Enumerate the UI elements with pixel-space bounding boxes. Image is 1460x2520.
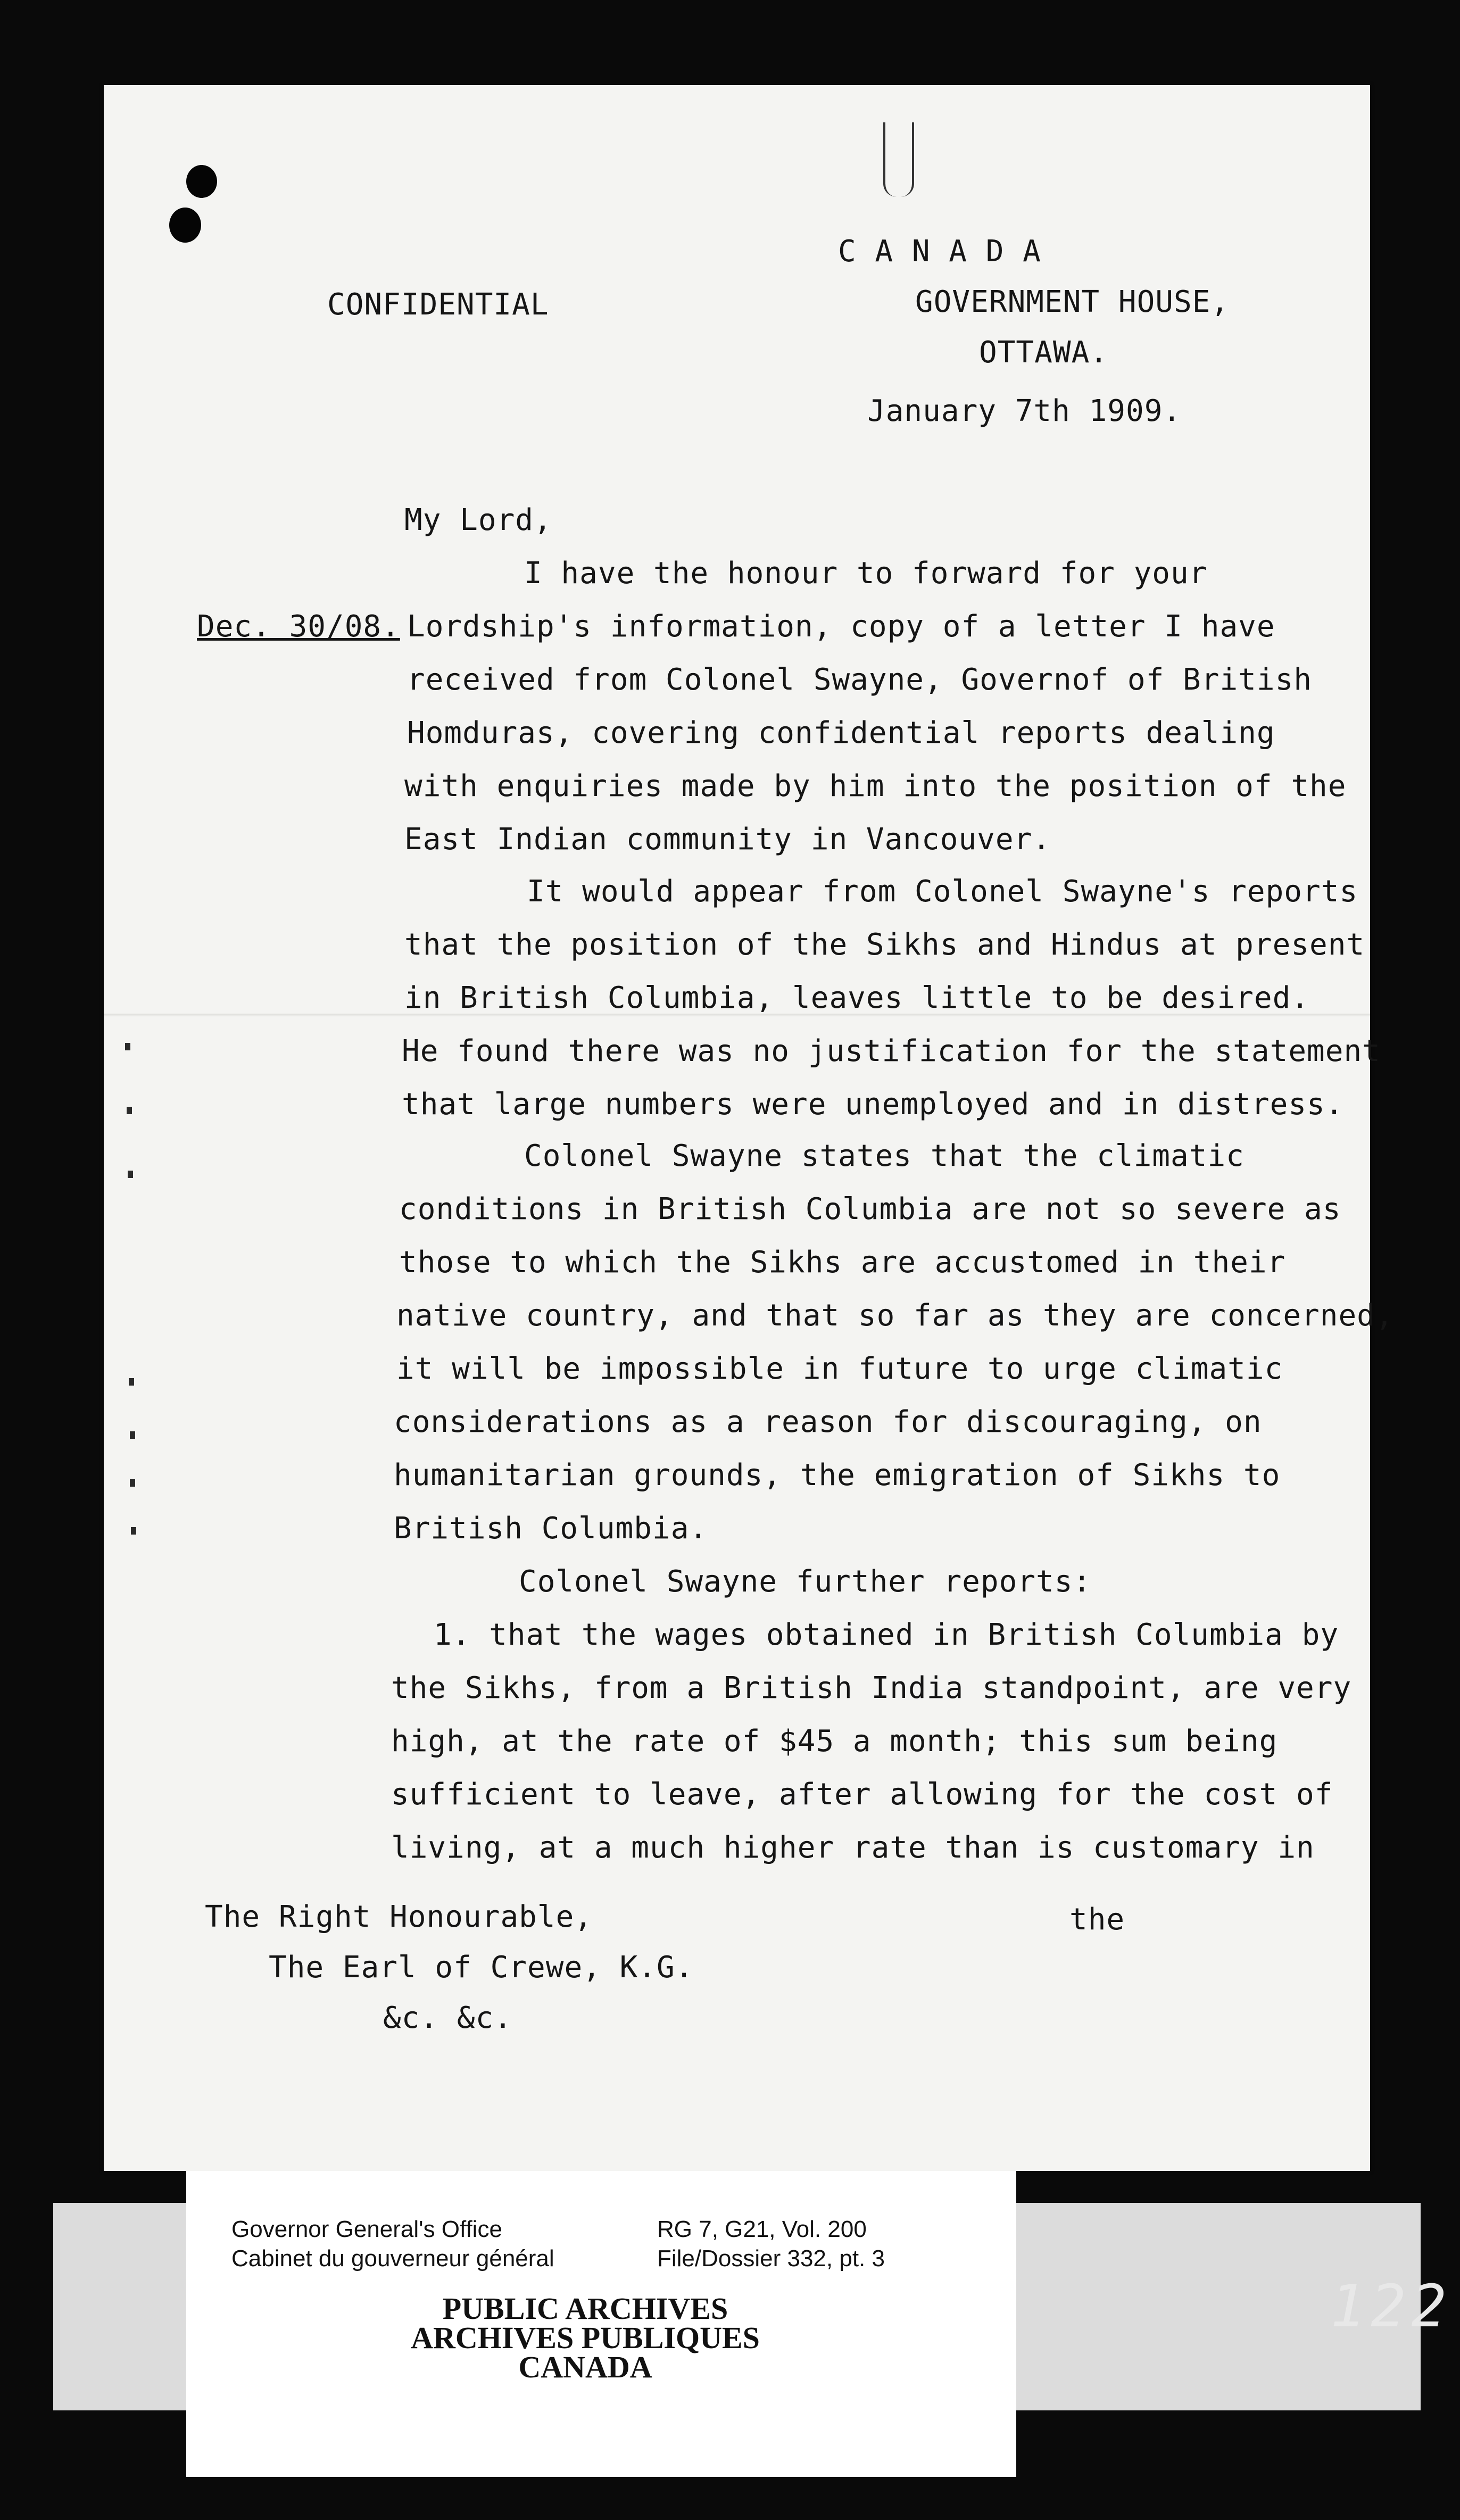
- body-line: humanitarian grounds, the emigration of Sikhs to: [394, 1458, 1281, 1493]
- archive-dept-en: Governor General's Office: [231, 2216, 502, 2242]
- body-line: received from Colonel Swayne, Governof of British: [407, 662, 1313, 697]
- letter-date: January 7th 1909.: [867, 394, 1182, 428]
- body-line: high, at the rate of $45 a month; this sum being: [391, 1724, 1278, 1759]
- body-line: the Sikhs, from a British India standpoint, are very: [391, 1671, 1352, 1705]
- classification-label: CONFIDENTIAL: [327, 287, 549, 322]
- body-line: considerations as a reason for discouraging, on: [394, 1405, 1262, 1439]
- frame-number: 122: [1330, 2272, 1452, 2340]
- body-line: those to which the Sikhs are accustomed in their: [399, 1245, 1286, 1280]
- body-line: that large numbers were unemployed and in distress.: [402, 1087, 1344, 1122]
- catchword: the: [1069, 1902, 1125, 1937]
- body-line: Homduras, covering confidential reports dealing: [407, 716, 1275, 750]
- margin-mark: [129, 1378, 134, 1386]
- body-line: East Indian community in Vancouver.: [404, 822, 1051, 857]
- margin-mark: [128, 1171, 133, 1178]
- body-line: that the position of the Sikhs and Hindus at present: [404, 927, 1365, 962]
- archive-title-1: PUBLIC ARCHIVES: [442, 2291, 728, 2326]
- body-line: conditions in British Columbia are not so severe as: [399, 1192, 1341, 1226]
- body-line: native country, and that so far as they are concerned,: [396, 1298, 1394, 1333]
- margin-reference: Dec. 30/08.: [197, 609, 400, 644]
- archive-title-3: CANADA: [518, 2350, 652, 2384]
- margin-mark: [131, 1527, 136, 1535]
- body-line: It would appear from Colonel Swayne's reports: [527, 874, 1358, 909]
- archive-dept-fr: Cabinet du gouverneur général: [231, 2245, 554, 2272]
- body-line: Lordship's information, copy of a letter I have: [407, 609, 1275, 644]
- body-line: in British Columbia, leaves little to be desired.: [404, 981, 1310, 1015]
- punch-hole-icon: [186, 165, 217, 198]
- punch-hole-icon: [169, 208, 201, 243]
- body-line: 1. that the wages obtained in British Columbia by: [434, 1618, 1339, 1652]
- archive-title-2: ARCHIVES PUBLIQUES: [411, 2320, 760, 2355]
- archive-ref-2: File/Dossier 332, pt. 3: [657, 2245, 885, 2272]
- addressee-line: The Earl of Crewe, K.G.: [269, 1950, 694, 1985]
- body-line: Colonel Swayne states that the climatic: [524, 1139, 1245, 1173]
- body-line: living, at a much higher rate than is customary in: [391, 1830, 1315, 1865]
- pencil-mark: [883, 122, 914, 197]
- addressee-line: &c. &c.: [383, 2001, 513, 2035]
- body-line: sufficient to leave, after allowing for the cost of: [391, 1777, 1333, 1812]
- archive-ref-1: RG 7, G21, Vol. 200: [657, 2216, 867, 2242]
- body-line: I have the honour to forward for your: [524, 556, 1208, 591]
- body-line: Colonel Swayne further reports:: [519, 1564, 1092, 1599]
- country-heading: C A N A D A: [838, 234, 1041, 269]
- addressee-line: The Right Honourable,: [205, 1900, 593, 1934]
- office-heading: GOVERNMENT HOUSE,: [915, 285, 1230, 319]
- margin-mark: [127, 1107, 132, 1114]
- margin-mark: [125, 1043, 130, 1050]
- body-line: He found there was no justification for the statement: [402, 1034, 1381, 1068]
- city-heading: OTTAWA.: [979, 335, 1109, 370]
- margin-mark: [130, 1479, 135, 1487]
- body-line: British Columbia.: [394, 1511, 708, 1546]
- body-line: with enquiries made by him into the position of the: [404, 769, 1347, 803]
- body-line: it will be impossible in future to urge climatic: [396, 1352, 1283, 1386]
- salutation: My Lord,: [404, 503, 552, 537]
- margin-mark: [130, 1431, 135, 1439]
